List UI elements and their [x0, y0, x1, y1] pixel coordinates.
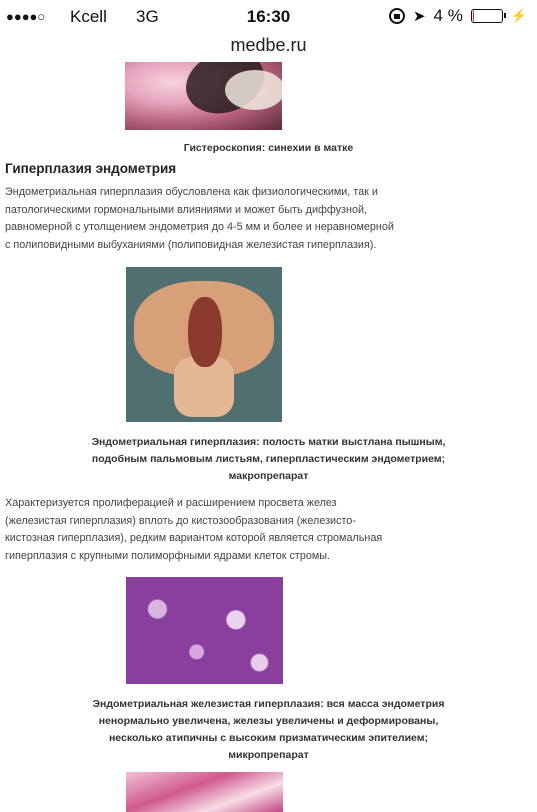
paragraph-1-line: с полиповидными выбуханиями (полиповидная железистая гиперплазия). [5, 238, 377, 251]
battery-percent: 4 % [433, 6, 463, 25]
paragraph-1 [5, 184, 400, 254]
status-bar [0, 0, 537, 32]
caption-3-line: несколько атипичны с высоким призматическим эпителием; [108, 732, 429, 744]
rotation-lock-icon [389, 8, 405, 24]
signal-strength-icon: ●●●●○ [6, 9, 46, 24]
carrier-name: Kcell [70, 7, 107, 26]
caption-2-line: Эндометриальная гиперплазия: полость матки выстлана пышным, [91, 436, 446, 448]
image-caption-1: Гистероскопия: синехии в матке [183, 142, 354, 154]
charging-bolt-icon: ⚡ [510, 8, 527, 23]
image-caption-3 [0, 696, 537, 764]
paragraph-2-line: кистозная гиперплазия), редким вариантом которой является стромальная [5, 532, 383, 544]
partial-next-image[interactable] [126, 772, 283, 812]
paragraph-1-line: Эндометриальная гиперплазия обусловлена как физиологическими, так и [5, 186, 378, 198]
battery-level [473, 11, 474, 21]
paragraph-2-line: гиперплазия с крупными полиморфными ядрами клеток стромы. [5, 549, 331, 562]
network-type: 3G [136, 7, 159, 26]
battery-icon [471, 9, 503, 23]
caption-2-line: подобным пальмовым листьям, гиперпластическим эндометрием; [91, 453, 446, 465]
address-bar-url[interactable]: medbe.ru [230, 35, 307, 55]
paragraph-2-line: Характеризуется пролиферацией и расширением просвета желез [5, 497, 337, 509]
status-right-icons [389, 6, 527, 26]
paragraph-1-line: патологическими гормональными влияниями и может быть диффузной, [5, 203, 367, 216]
caption-3-line: Эндометриальная железистая гиперплазия: вся масса эндометрия [92, 698, 445, 710]
location-arrow-icon: ➤ [412, 8, 426, 25]
hysteroscopy-image[interactable] [125, 62, 282, 130]
micropreparation-image[interactable] [126, 577, 283, 684]
paragraph-1-line: равномерной с утолщением эндометрия до 4-5 мм и более и неравномерной [5, 221, 394, 233]
section-heading: Гиперплазия эндометрия [5, 161, 177, 176]
caption-3-line: микропрепарат [228, 749, 309, 761]
paragraph-2-line: (железистая гиперплазия) вплоть до кистозообразования (железисто- [5, 514, 356, 527]
macropreparation-image[interactable] [126, 267, 282, 422]
paragraph-2 [5, 495, 400, 565]
image-caption-2 [0, 434, 537, 485]
status-time: 16:30 [246, 7, 291, 26]
caption-2-line: макропрепарат [228, 470, 309, 482]
caption-3-line: ненормально увеличена, железы увеличены и деформированы, [98, 715, 439, 727]
